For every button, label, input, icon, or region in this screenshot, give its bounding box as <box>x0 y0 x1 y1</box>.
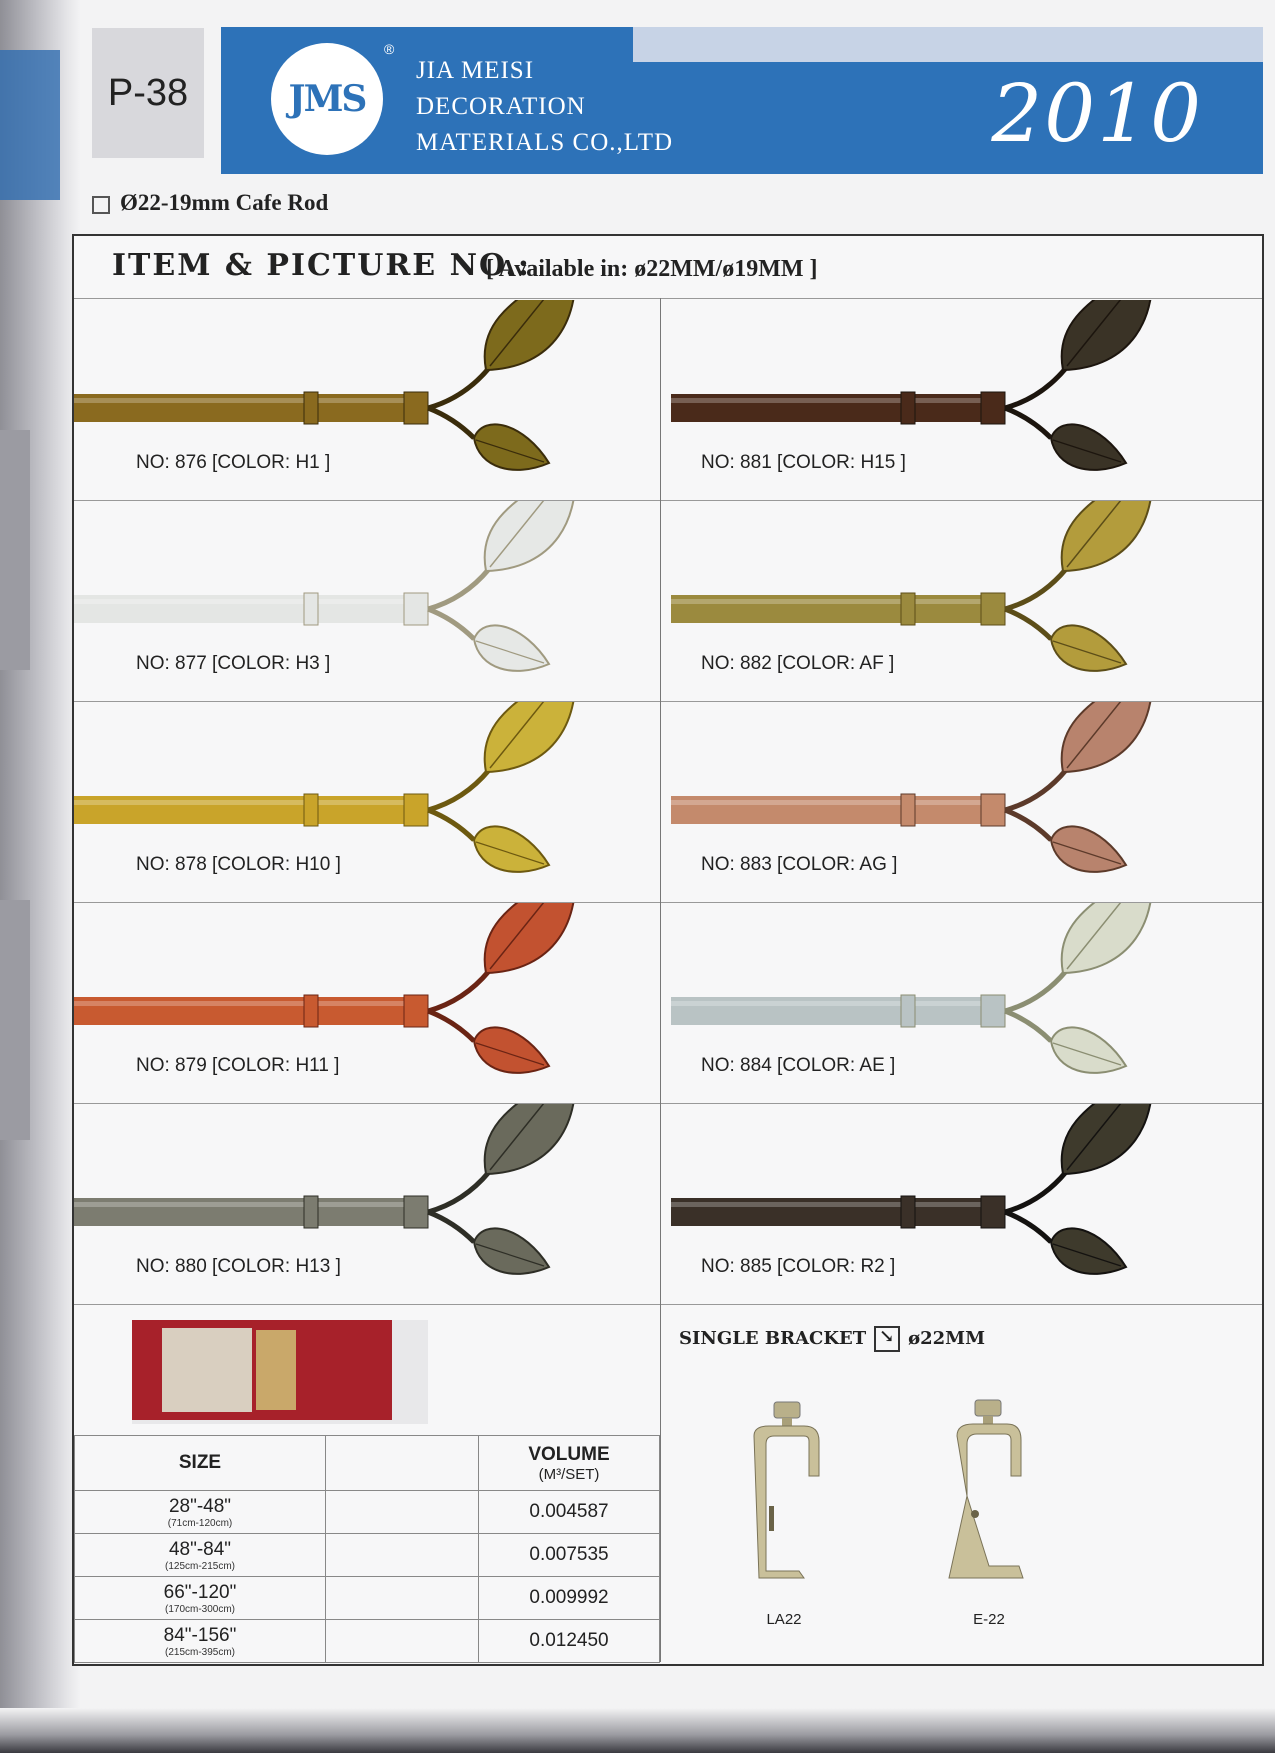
product-cell <box>661 702 1262 903</box>
book-spine-shadow <box>0 0 80 1753</box>
product-cell <box>661 1104 1262 1305</box>
product-cell <box>74 1104 660 1305</box>
bracket-e22 <box>929 1396 1049 1628</box>
catalog-panel <box>72 234 1264 1666</box>
table-row: 84"-156" (215cm-395cm) 0.012450 <box>75 1620 660 1663</box>
catalog-year: 2010 <box>991 67 1203 160</box>
spine-tab <box>0 430 30 670</box>
product-package-photo <box>132 1320 428 1424</box>
arrow-box-icon <box>874 1326 900 1352</box>
table-row: 66"-120" (170cm-300cm) 0.009992 <box>75 1577 660 1620</box>
product-cell <box>661 903 1262 1104</box>
product-label: NO: 876 [COLOR: H1 ] <box>136 452 331 473</box>
product-label: NO: 885 [COLOR: R2 ] <box>701 1256 896 1277</box>
bracket-label: LA22 <box>766 1611 802 1628</box>
product-label: NO: 882 [COLOR: AF ] <box>701 653 895 674</box>
page-number: P-38 <box>92 28 204 158</box>
product-cell <box>74 501 660 702</box>
company-logo: JMS <box>271 43 383 155</box>
product-label: NO: 879 [COLOR: H11 ] <box>136 1055 340 1076</box>
section-subtitle: Ø22-19mm Cafe Rod <box>92 190 328 216</box>
product-label: NO: 881 [COLOR: H15 ] <box>701 452 906 473</box>
volume-header: VOLUME (M³/SET) <box>479 1436 660 1491</box>
bracket-title: SINGLE BRACKET↘ ø22MM <box>679 1326 985 1352</box>
product-label: NO: 884 [COLOR: AE ] <box>701 1055 896 1076</box>
registered-mark: ® <box>384 41 395 57</box>
bracket-label: E-22 <box>973 1611 1005 1628</box>
checkbox-icon <box>92 196 110 214</box>
product-label: NO: 877 [COLOR: H3 ] <box>136 653 331 674</box>
availability-note: [ Available in: ø22MM/ø19MM ] <box>486 256 818 282</box>
product-cell <box>74 702 660 903</box>
company-banner <box>221 27 1263 174</box>
product-label: NO: 883 [COLOR: AG ] <box>701 854 898 875</box>
page-edge-shadow <box>0 1708 1275 1753</box>
product-cell <box>661 501 1262 702</box>
product-cell <box>661 300 1262 501</box>
product-cell <box>74 300 660 501</box>
blank-header <box>326 1436 479 1491</box>
product-label: NO: 878 [COLOR: H10 ] <box>136 854 341 875</box>
size-header: SIZE <box>75 1436 326 1491</box>
spine-tab <box>0 900 30 1140</box>
product-cell <box>74 903 660 1104</box>
company-name: JIA MEISI DECORATION MATERIALS CO.,LTD <box>416 57 674 156</box>
product-label: NO: 880 [COLOR: H13 ] <box>136 1256 341 1277</box>
bracket-la22 <box>724 1396 844 1628</box>
table-row: 28"-48" (71cm-120cm) 0.004587 <box>75 1491 660 1534</box>
catalog-title: ITEM & PICTURE NO.: <box>112 248 531 283</box>
spine-tab <box>0 50 60 200</box>
table-row: 48"-84" (125cm-215cm) 0.007535 <box>75 1534 660 1577</box>
size-volume-table <box>74 1435 660 1663</box>
catalog-header <box>74 236 1262 299</box>
banner-strip <box>633 27 1263 62</box>
